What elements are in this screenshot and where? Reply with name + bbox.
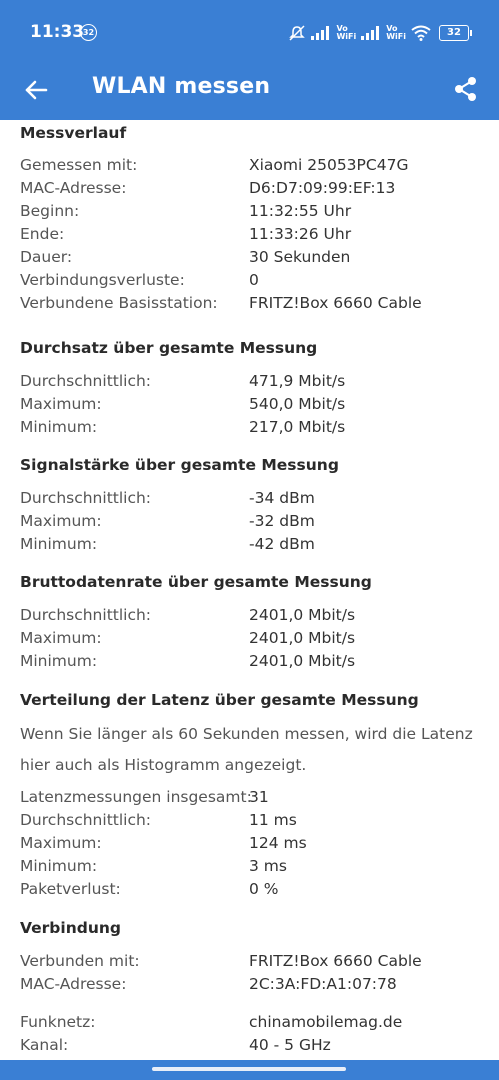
section-title-brutto: Bruttodatenrate über gesamte Messung — [20, 573, 372, 591]
row-value: D6:D7:09:99:EF:13 — [249, 179, 396, 197]
row-value: FRITZ!Box 6660 Cable — [249, 952, 422, 970]
row-value: 0 — [249, 271, 259, 289]
section-title-durchsatz: Durchsatz über gesamte Messung — [20, 339, 318, 357]
row-label: Verbindungsverluste: — [20, 271, 185, 289]
row-label: Maximum: — [20, 395, 102, 413]
back-arrow-icon[interactable] — [22, 76, 50, 104]
row-value: -32 dBm — [249, 512, 315, 530]
row-value: 2C:3A:FD:A1:07:78 — [249, 975, 397, 993]
detail-row — [20, 535, 480, 558]
status-icons — [288, 22, 469, 44]
row-value: 2401,0 Mbit/s — [249, 652, 356, 670]
detail-row — [20, 811, 480, 834]
row-label: Minimum: — [20, 857, 98, 875]
row-value: FRITZ!Box 6660 Cable — [249, 294, 422, 312]
section-title-messverlauf: Messverlauf — [20, 124, 127, 142]
share-icon[interactable] — [451, 74, 481, 104]
row-label: Minimum: — [20, 652, 98, 670]
detail-row — [20, 179, 480, 202]
home-gesture-handle[interactable] — [152, 1067, 346, 1071]
row-label: Dauer: — [20, 248, 73, 266]
row-label: Minimum: — [20, 535, 98, 553]
wifi-icon — [411, 25, 431, 41]
navigation-bar — [0, 1060, 499, 1080]
mute-icon — [288, 24, 306, 42]
detail-row — [20, 418, 480, 441]
detail-row — [20, 271, 480, 294]
row-value: 471,9 Mbit/s — [249, 372, 346, 390]
detail-row — [20, 1036, 480, 1059]
row-label: Durchschnittlich: — [20, 489, 152, 507]
section-title-signal: Signalstärke über gesamte Messung — [20, 456, 339, 474]
row-label: Maximum: — [20, 629, 102, 647]
row-value: 540,0 Mbit/s — [249, 395, 346, 413]
page-title: WLAN messen — [92, 74, 271, 99]
row-value: Xiaomi 25053PC47G — [249, 156, 409, 174]
row-value: 30 Sekunden — [249, 248, 351, 266]
detail-row — [20, 294, 480, 317]
row-label: Kanal: — [20, 1036, 69, 1054]
row-value: 124 ms — [249, 834, 307, 852]
row-label: Funknetz: — [20, 1013, 96, 1031]
detail-row — [20, 395, 480, 418]
row-value: chinamobilemag.de — [249, 1013, 403, 1031]
section-title-verbindung: Verbindung — [20, 919, 122, 937]
row-value: -34 dBm — [249, 489, 315, 507]
battery-indicator: 32 — [439, 25, 469, 41]
signal-strength-icon — [311, 26, 331, 40]
row-label: Durchschnittlich: — [20, 811, 152, 829]
detail-row — [20, 156, 480, 179]
detail-row — [20, 788, 480, 811]
row-label: Durchschnittlich: — [20, 606, 152, 624]
row-value: 40 - 5 GHz — [249, 1036, 331, 1054]
detail-row — [20, 880, 480, 903]
notification-badge: 32 — [80, 24, 97, 41]
detail-row — [20, 489, 480, 512]
row-value: 217,0 Mbit/s — [249, 418, 346, 436]
detail-row — [20, 372, 480, 395]
signal-strength-icon-2 — [361, 26, 381, 40]
row-value: 2401,0 Mbit/s — [249, 629, 356, 647]
vowifi-label: Vo WiFi — [336, 24, 357, 41]
row-value: 11 ms — [249, 811, 297, 829]
row-label: Gemessen mit: — [20, 156, 138, 174]
section-title-latenz: Verteilung der Latenz über gesamte Messung — [20, 691, 419, 709]
row-value: 11:32:55 Uhr — [249, 202, 352, 220]
vowifi-label-2: Vo WiFi — [386, 24, 406, 41]
detail-row — [20, 834, 480, 857]
row-value: 3 ms — [249, 857, 287, 875]
row-label: Durchschnittlich: — [20, 372, 152, 390]
row-value: 0 % — [249, 880, 279, 898]
detail-row — [20, 629, 480, 652]
row-label: MAC-Adresse: — [20, 179, 127, 197]
detail-row — [20, 225, 480, 248]
row-label: Maximum: — [20, 834, 102, 852]
row-label: MAC-Adresse: — [20, 975, 127, 993]
row-label: Maximum: — [20, 512, 102, 530]
row-value: 2401,0 Mbit/s — [249, 606, 356, 624]
row-label: Minimum: — [20, 418, 98, 436]
row-label: Latenzmessungen insgesamt: — [20, 788, 252, 806]
detail-row — [20, 857, 480, 880]
detail-row — [20, 1013, 480, 1036]
row-value: 31 — [249, 788, 269, 806]
app-bar — [0, 64, 499, 120]
row-value: -42 dBm — [249, 535, 315, 553]
detail-row — [20, 248, 480, 271]
detail-row — [20, 975, 480, 998]
detail-row — [20, 652, 480, 675]
row-label: Beginn: — [20, 202, 80, 220]
row-label: Verbundene Basisstation: — [20, 294, 218, 312]
row-label: Verbunden mit: — [20, 952, 140, 970]
latency-note-line-1: Wenn Sie länger als 60 Sekunden messen, wird die Latenz — [20, 725, 473, 743]
row-label: Ende: — [20, 225, 65, 243]
detail-row — [20, 952, 480, 975]
latency-note-line-2: hier auch als Histogramm angezeigt. — [20, 756, 307, 774]
detail-row — [20, 606, 480, 629]
detail-row — [20, 512, 480, 535]
row-value: 11:33:26 Uhr — [249, 225, 352, 243]
row-label: Paketverlust: — [20, 880, 121, 898]
status-bar — [0, 0, 499, 64]
status-time: 11:33 — [30, 22, 85, 42]
detail-row — [20, 202, 480, 225]
